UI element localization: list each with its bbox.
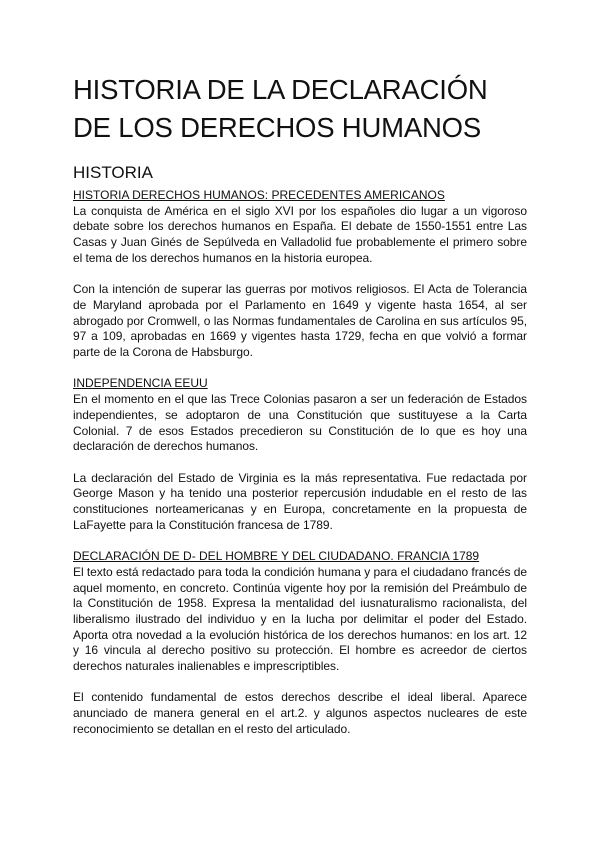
- paragraph: El contenido fundamental de estos derechos describe el ideal liberal. Aparece anunciado de manera general en el art.2. y algunos aspectos nucleares de este reconocimiento se detallan en el resto del articulado.: [73, 690, 527, 736]
- document-title: HISTORIA DE LA DECLARACIÓN DE LOS DERECHOS HUMANOS: [73, 74, 488, 143]
- paragraph: Con la intención de superar las guerras por motivos religiosos. El Acta de Tolerancia de Maryland aprobada por el Parlamento en 1649 y vigente hasta 1654, al ser abrogado por Cromwell, o las Normas fundamentales de Carolina en sus artículos 95, 97 a 109, aprobadas en 1669 y vigentes hasta 1729, fecha en que volvió a formar parte de la Corona de Habsburgo.: [73, 282, 527, 360]
- paragraph: El texto está redactado para toda la condición humana y para el ciudadano francés de aquel momento, en concreto. Continúa vigente hoy por la remisión del Preámbulo de la Constitución de 1958. Expresa la mentalidad del iusnaturalismo racionalista, del liberalismo ilustrado del individuo y en la lucha por delimitar el poder del Estado. Aporta otra novedad a la evolución histórica de los derechos humanos: en los art. 12 y 16 vincula al derecho positivo su protección. El hombre es acreedor de ciertos derechos naturales inalienables e imprescriptibles.: [73, 564, 527, 674]
- section-declaracion-francia: [73, 549, 527, 737]
- subsection-heading: INDEPENDENCIA EEUU: [73, 376, 208, 391]
- section-independencia-eeuu: [73, 376, 527, 533]
- subsection-heading: DECLARACIÓN DE D- DEL HOMBRE Y DEL CIUDADANO. FRANCIA 1789: [73, 549, 480, 564]
- paragraph: La declaración del Estado de Virginia es la más representativa. Fue redactada por George Mason y ha tenido una posterior repercusión indudable en el resto de las constituciones norteamericanas y en Europa, concretamente en la propuesta de LaFayette para la Constitución francesa de 1789.: [73, 470, 527, 532]
- section-precedentes-americanos: [73, 188, 527, 361]
- document-page: [73, 71, 527, 738]
- subsection-heading: HISTORIA DERECHOS HUMANOS: PRECEDENTES AMERICANOS: [73, 188, 445, 202]
- paragraph: En el momento en el que las Trece Colonias pasaron a ser un federación de Estados independientes, se adoptaron de una Constitución que sustituyese a la Carta Colonial. 7 de esos Estados precedieron su Constitución de lo que es hoy una declaración de derechos humanos.: [73, 392, 527, 454]
- paragraph: La conquista de América en el siglo XVI por los españoles dio lugar a un vigoroso debate sobre los derechos humanos en España. El debate de 1550-1551 entre Las Casas y Juan Ginés de Sepúlveda en Valladolid fue probablemente el primero sobre el tema de los derechos humanos en la historia europea.: [73, 203, 527, 265]
- section-heading-historia: HISTORIA: [73, 163, 153, 182]
